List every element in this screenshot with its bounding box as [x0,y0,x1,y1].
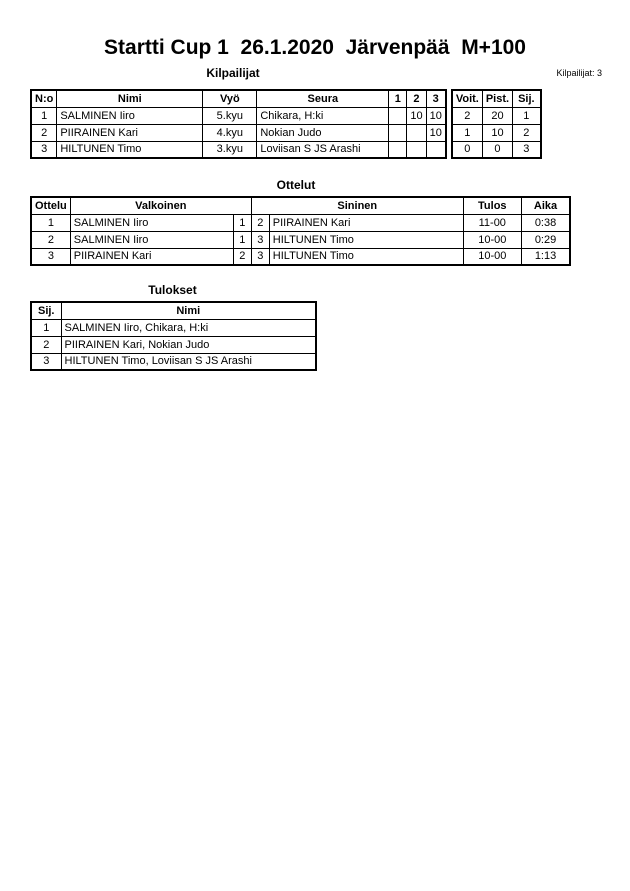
kilpailijat-header-row [31,90,446,107]
cell-nimi: HILTUNEN Timo, Loviisan S JS Arashi [61,353,316,370]
cell-score-3: 10 [426,107,446,124]
cell-score-2 [407,141,426,158]
cell-pist: 20 [482,107,512,124]
cell-no: 3 [31,141,57,158]
col-header-sij: Sij. [513,90,541,107]
kilpailijat-stats-table [451,89,542,159]
cell-score-1 [389,124,407,141]
ottelut-heading: Ottelut [276,178,316,192]
col-header-sij: Sij. [31,302,61,319]
col-header-nimi: Nimi [57,90,203,107]
cell-score-2 [407,124,426,141]
cell-aika: 1:13 [521,248,570,265]
table-row [31,141,446,158]
cell-nimi: PIIRAINEN Kari [57,124,203,141]
cell-tulos: 11-00 [463,214,521,231]
col-header-valkoinen: Valkoinen [70,197,251,214]
page-title: Startti Cup 1 26.1.2020 Järvenpää M+100 [104,36,526,59]
cell-score-1 [389,107,407,124]
cell-sininen-no: 3 [251,231,269,248]
col-header-nimi: Nimi [61,302,316,319]
competitor-count-label: Kilpailijat: 3 [556,68,602,78]
stats-header-row [452,90,541,107]
cell-tulos: 10-00 [463,231,521,248]
kilpailijat-heading: Kilpailijat [206,66,260,80]
cell-aika: 0:38 [521,214,570,231]
cell-valkoinen-no: 1 [233,214,251,231]
cell-sininen-no: 3 [251,248,269,265]
tulokset-table [30,301,317,371]
table-row [452,141,541,158]
cell-vyo: 5.kyu [203,107,257,124]
tulokset-heading: Tulokset [148,283,197,297]
cell-ottelu: 1 [31,214,70,231]
kilpailijat-table [30,89,447,159]
cell-voit: 2 [452,107,483,124]
table-row [31,214,570,231]
cell-sij: 2 [513,124,541,141]
col-header-tulos: Tulos [463,197,521,214]
cell-seura: Chikara, H:ki [257,107,389,124]
cell-seura: Loviisan S JS Arashi [257,141,389,158]
cell-nimi: SALMINEN Iiro [57,107,203,124]
cell-sininen: HILTUNEN Timo [269,248,463,265]
cell-no: 2 [31,124,57,141]
ottelut-table-wrap [30,196,571,266]
cell-sininen: HILTUNEN Timo [269,231,463,248]
col-header-1: 1 [389,90,407,107]
cell-ottelu: 3 [31,248,70,265]
col-header-voit: Voit. [452,90,483,107]
col-header-2: 2 [407,90,426,107]
tulokset-table-wrap [30,301,317,371]
ottelut-table [30,196,571,266]
table-row [452,107,541,124]
cell-score-3: 10 [426,124,446,141]
cell-sij: 3 [513,141,541,158]
cell-valkoinen-no: 1 [233,231,251,248]
cell-score-2: 10 [407,107,426,124]
col-header-sininen: Sininen [251,197,463,214]
cell-valkoinen-no: 2 [233,248,251,265]
table-row [31,336,316,353]
table-row [31,353,316,370]
cell-aika: 0:29 [521,231,570,248]
cell-sij: 3 [31,353,61,370]
cell-sininen-no: 2 [251,214,269,231]
kilpailijat-table-group [30,89,542,159]
cell-voit: 0 [452,141,483,158]
col-header-ottelu: Ottelu [31,197,70,214]
cell-sij: 2 [31,336,61,353]
col-header-pist: Pist. [482,90,512,107]
cell-ottelu: 2 [31,231,70,248]
table-row [31,231,570,248]
cell-nimi: HILTUNEN Timo [57,141,203,158]
table-row [31,248,570,265]
table-row [31,319,316,336]
cell-vyo: 4.kyu [203,124,257,141]
cell-voit: 1 [452,124,483,141]
cell-tulos: 10-00 [463,248,521,265]
table-row [31,107,446,124]
cell-score-1 [389,141,407,158]
cell-no: 1 [31,107,57,124]
cell-pist: 0 [482,141,512,158]
tulokset-header-row [31,302,316,319]
cell-sij: 1 [513,107,541,124]
cell-nimi: PIIRAINEN Kari, Nokian Judo [61,336,316,353]
cell-score-3 [426,141,446,158]
cell-valkoinen: PIIRAINEN Kari [70,248,233,265]
ottelut-header-row [31,197,570,214]
table-row [452,124,541,141]
cell-nimi: SALMINEN Iiro, Chikara, H:ki [61,319,316,336]
col-header-vyo: Vyö [203,90,257,107]
cell-valkoinen: SALMINEN Iiro [70,214,233,231]
col-header-3: 3 [426,90,446,107]
col-header-seura: Seura [257,90,389,107]
cell-sij: 1 [31,319,61,336]
col-header-aika: Aika [521,197,570,214]
cell-seura: Nokian Judo [257,124,389,141]
cell-pist: 10 [482,124,512,141]
cell-vyo: 3.kyu [203,141,257,158]
cell-sininen: PIIRAINEN Kari [269,214,463,231]
col-header-no: N:o [31,90,57,107]
cell-valkoinen: SALMINEN Iiro [70,231,233,248]
table-row [31,124,446,141]
